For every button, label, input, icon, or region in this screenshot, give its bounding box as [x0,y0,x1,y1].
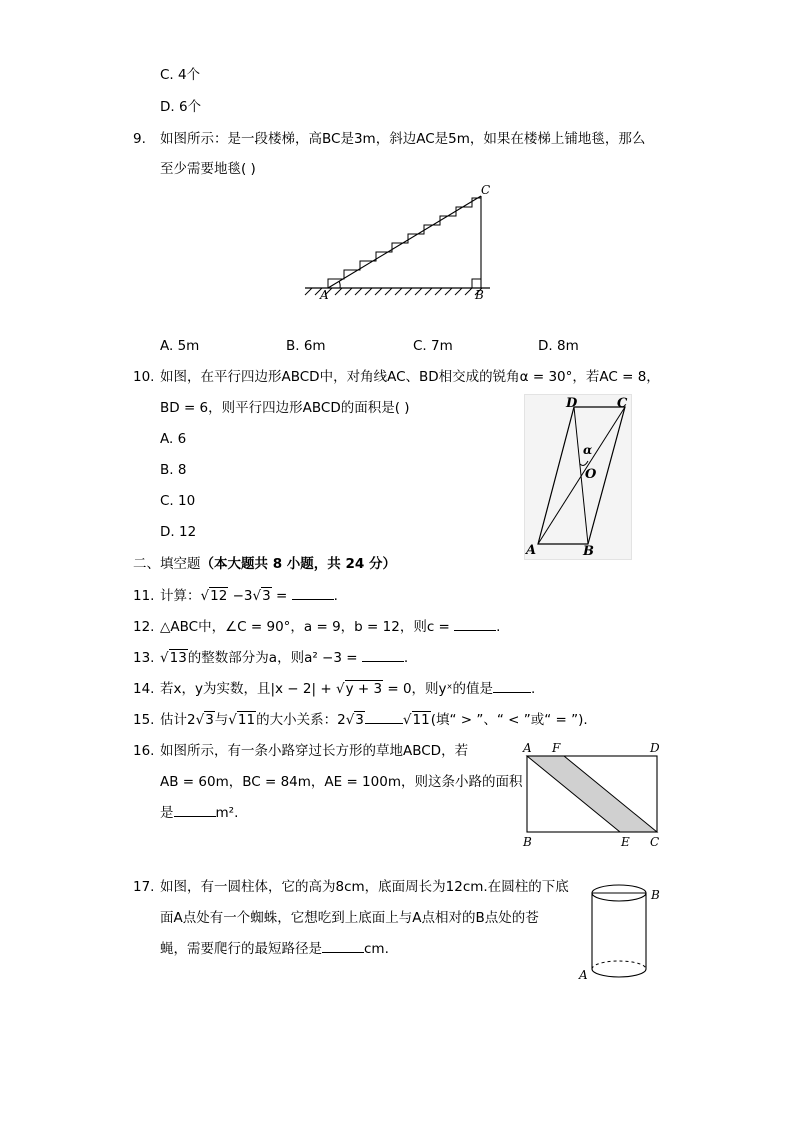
q14-answer-blank[interactable] [493,680,531,693]
q15-number: 15. [133,712,155,728]
q10-label-alpha: α [583,443,593,457]
q9-stair-figure [300,178,500,303]
q9-option-d: D. 8m [538,338,579,354]
q12-number: 12. [133,619,155,635]
q9-label-a: A [320,288,329,302]
q9-stem-line1: 如图所示：是一段楼梯，高BC是3m，斜边AC是5m，如果在楼梯上铺地毯，那么 [160,131,646,147]
q13-answer-blank[interactable] [362,649,404,662]
q10-option-b: B. 8 [160,462,187,478]
q16-answer-blank[interactable] [174,804,216,817]
q9-label-c: C [481,183,491,197]
q14-stem: 若x，y为实数，且|x − 2| + √y + 3 = 0，则yˣ的值是 . [160,681,536,697]
q8-option-d: D. 6个 [160,99,202,115]
q15-answer-blank[interactable] [365,711,403,724]
q8-option-c: C. 4个 [160,67,201,83]
q11-number: 11. [133,588,155,604]
q16-stem-line1: 如图所示，有一条小路穿过长方形的草地ABCD，若 [160,743,469,759]
q13-number: 13. [133,650,155,666]
q17-number: 17. [133,879,155,895]
q10-label-b: B [583,544,594,559]
q10-number: 10. [133,369,155,385]
q9-label-b: B [475,288,484,302]
q17-stem-line1: 如图，有一圆柱体，它的高为8cm，底面周长为12cm.在圆柱的下底 [160,879,569,895]
q16-number: 16. [133,743,155,759]
q10-option-a: A. 6 [160,431,187,447]
q13-stem: √13的整数部分为a，则a² −3 = . [160,650,409,666]
q9-option-c: C. 7m [413,338,453,354]
q9-stem-line2: 至少需要地毯( ) [160,161,256,177]
q16-label-b: B [523,835,532,849]
q10-label-d: D [566,396,578,411]
section-title: 二、填空题（本大题共 8 小题，共 24 分） [133,556,396,572]
q9-option-b: B. 6m [286,338,326,354]
q17-label-b: B [651,888,660,902]
q17-stem-line3: 蝇，需要爬行的最短路径是 cm. [160,941,389,957]
q10-label-a: A [526,543,537,558]
q10-parallelogram-figure [524,394,632,560]
q12-answer-blank[interactable] [454,618,496,631]
q16-rectangle-figure [520,740,668,850]
q17-answer-blank[interactable] [322,940,364,953]
q10-stem-line2: BD = 6，则平行四边形ABCD的面积是( ) [160,400,410,416]
q16-stem-line3: 是 m². [160,805,239,821]
q16-label-f: F [552,741,561,755]
q14-number: 14. [133,681,155,697]
q16-label-d: D [650,741,660,755]
q10-label-c: C [617,396,628,411]
q9-option-a: A. 5m [160,338,200,354]
q10-option-d: D. 12 [160,524,197,540]
q15-stem: 估计2√3与√11的大小关系：2√3 √11(填“ > ”、“ < ”或“ = ”). [160,712,588,728]
q10-label-o: O [585,467,597,482]
q11-stem: 计算：√12 −3√3 = . [160,588,338,604]
q10-option-c: C. 10 [160,493,196,509]
q12-stem: △ABC中，∠C = 90°，a = 9，b = 12，则c = . [160,619,501,635]
q9-number: 9. [133,131,146,147]
q17-stem-line2: 面A点处有一个蜘蛛，它想吃到上底面上与A点相对的B点处的苍 [160,910,539,926]
q16-label-a: A [523,741,532,755]
q10-stem-line1: 如图，在平行四边形ABCD中，对角线AC、BD相交成的锐角α = 30°，若AC = 8， [160,369,660,385]
q16-stem-line2: AB = 60m，BC = 84m，AE = 100m，则这条小路的面积 [160,774,523,790]
q16-label-e: E [621,835,630,849]
q17-cylinder-figure [575,875,665,987]
q11-answer-blank[interactable] [292,587,334,600]
q17-label-a: A [579,968,588,982]
q16-label-c: C [650,835,660,849]
